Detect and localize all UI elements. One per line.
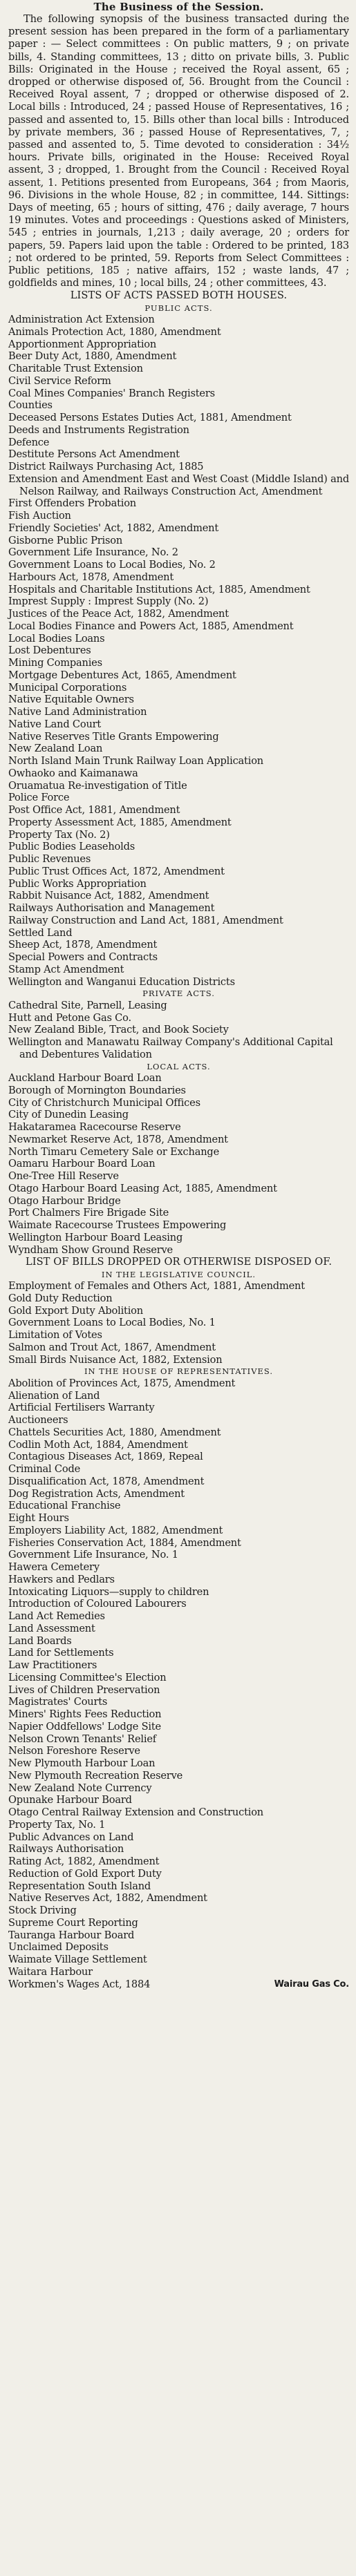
local-act-item: One-Tree Hill Reserve (8, 1170, 119, 1183)
house-bill-item: Land Act Remedies (8, 1610, 105, 1623)
local-act-item: Otago Harbour Bridge (8, 1194, 121, 1207)
public-act-item: Municipal Corporations (8, 681, 127, 694)
public-act-item: Administration Act Extension (8, 314, 155, 326)
house-bill-item: Law Practitioners (8, 1659, 97, 1672)
public-act-item: Beer Duty Act, 1880, Amendment (8, 350, 177, 363)
public-act-item: Native Land Administration (8, 706, 147, 718)
public-act-item: Charitable Trust Extension (8, 363, 143, 375)
house-bill-item: Eight Hours (8, 1512, 69, 1525)
house-bill-item: Representation South Island (8, 1880, 151, 1892)
public-act-item: New Zealand Loan (8, 743, 103, 755)
private-acts-list (8, 1000, 349, 1061)
public-act-item: Coal Mines Companies' Branch Registers (8, 387, 215, 399)
council-bill-item: Employment of Females and Others Act, 1881, Amendment (8, 1280, 305, 1292)
house-bill-item: Public Advances on Land (8, 1831, 134, 1843)
house-bill-item: Native Reserves Act, 1882, Amendment (8, 1892, 207, 1905)
house-bill-item: Codlin Moth Act, 1884, Amendment (8, 1438, 188, 1451)
public-act-item: Railways Authorisation and Management (8, 902, 215, 915)
public-act-item: Fish Auction (8, 510, 71, 522)
public-act-item: Native Land Court (8, 718, 102, 730)
public-act-item: Apportionment Appropriation (8, 338, 157, 350)
public-act-item: Friendly Societies' Act, 1882, Amendment (8, 522, 219, 534)
public-acts-list (8, 314, 349, 988)
private-acts-heading: PRIVATE ACTS. (142, 989, 215, 999)
house-bill-item: Licensing Committee's Election (8, 1671, 167, 1683)
public-act-item: Special Powers and Contracts (8, 951, 158, 964)
public-act-item: Justices of the Peace Act, 1882, Amendment (8, 608, 229, 620)
local-act-item: Newmarket Reserve Act, 1878, Amendment (8, 1133, 228, 1145)
house-bill-item: Government Life Insurance, No. 1 (8, 1549, 178, 1561)
house-bill-item: Rating Act, 1882, Amendment (8, 1855, 160, 1868)
local-acts-list (8, 1072, 349, 1256)
house-bill-item: Reduction of Gold Export Duty (8, 1867, 162, 1880)
house-bill-item: Disqualification Act, 1878, Amendment (8, 1475, 205, 1487)
public-act-item: First Offenders Probation (8, 497, 136, 510)
house-bill-item: Miners' Rights Fees Reduction (8, 1708, 162, 1721)
public-act-item: Animals Protection Act, 1880, Amendment (8, 325, 221, 338)
public-act-item: Native Equitable Owners (8, 694, 134, 706)
public-act-item: Owhaoko and Kaimanawa (8, 767, 138, 779)
public-act-item: Hospitals and Charitable Institutions Act, 1885, Amendment (8, 583, 310, 595)
house-bill-item: Hawera Cemetery (8, 1561, 100, 1574)
public-act-item: Mortgage Debentures Act, 1865, Amendment (8, 669, 236, 681)
house-bill-item: Educational Franchise (8, 1500, 121, 1512)
margin-note: Wairau Gas Co. (274, 1978, 349, 1990)
house-bill-item: Employers Liability Act, 1882, Amendment (8, 1524, 223, 1536)
house-bill-item: Napier Oddfellows' Lodge Site (8, 1720, 161, 1733)
house-bill-item: New Plymouth Harbour Loan (8, 1757, 156, 1770)
local-act-item: Wyndham Show Ground Reserve (8, 1243, 173, 1256)
public-act-item: Public Trust Offices Act, 1872, Amendment (8, 865, 225, 877)
local-act-item: City of Christchurch Municipal Offices (8, 1096, 200, 1109)
house-bill-item: Lives of Children Preservation (8, 1683, 160, 1696)
newspaper-column (0, 1, 356, 1990)
public-act-item: Civil Service Reform (8, 374, 111, 387)
public-act-item: Deeds and Instruments Registration (8, 423, 189, 436)
house-bill-item: Land Assessment (8, 1622, 95, 1634)
public-act-item: Rabbit Nuisance Act, 1882, Amendment (8, 890, 209, 902)
local-acts-heading: LOCAL ACTS. (147, 1061, 211, 1071)
house-bill-item: Land for Settlements (8, 1647, 114, 1659)
public-act-item: Sheep Act, 1878, Amendment (8, 939, 158, 951)
local-act-item: Waimate Racecourse Trustees Empowering (8, 1219, 227, 1232)
local-act-item: Otago Harbour Board Leasing Act, 1885, Amendment (8, 1182, 277, 1194)
article-headline: The Business of the Session. (93, 1, 264, 13)
public-act-item: Government Life Insurance, No. 2 (8, 546, 178, 559)
public-act-item: North Island Main Trunk Railway Loan Application (8, 755, 263, 767)
article-intro: The following synopsis of the business transacted during the present session has been prepared in the form of a parliamentary paper : — Select committees : On public matters, 9 ; on private bills, 4. Standing committees, 13 ; ditto on private bills, 3. Public Bills: Originated in the House ; received the Royal assent, 65 ; dropped or otherwise disposed of, 56. Brought from the Council : Received Royal assent, 7 ; dropped or otherwise disposed of 2. Local bills : Introduced, 24 ; passed House of Representatives, 16 ; passed and assented to, 15. Bills other than local bills : Introduced by private members, 36 ; passed House of Representatives, 7, ; passed and assented to, 5. Time devoted to consideration : 34½ hours. Private bills, originated in the House: Received Royal assent, 3 ; dropped, 1. Brought from the Council : Received Royal assent, 1. Petitions presented from Europeans, 364 ; from Maoris, 96. Divisions in the whole House, 82 ; in committee, 144. Sittings: Days of meeting, 65 ; hours of sitting, 476 ; daily average, 7 hours 19 minutes. Votes and proceedings : Questions asked of Ministers, 545 ; entries in journals, 1,213 ; daily average, 20 ; orders for papers, 59. Papers laid upon the table : Ordered to be printed, 183 ; not ordered to be printed, 59. Reports from Select Committees : Public petitions, 185 ; native affairs, 152 ; waste lands, 47 ; goldfields and mines, 10 ; local bills, 24 ; other committees, 43. (8, 13, 349, 289)
acts-passed-title: LISTS OF ACTS PASSED BOTH HOUSES. (70, 289, 288, 302)
public-act-item: Oruamatua Re-investigation of Title (8, 779, 187, 792)
house-bill-item: Nelson Foreshore Reserve (8, 1745, 140, 1757)
public-act-item: Local Bodies Loans (8, 632, 105, 645)
public-act-item: Destitute Persons Act Amendment (8, 448, 180, 461)
public-act-item: Local Bodies Finance and Powers Act, 1885, Amendment (8, 620, 294, 632)
council-bill-item: Small Birds Nuisance Act, 1882, Extension (8, 1353, 223, 1366)
local-act-item: Auckland Harbour Board Loan (8, 1072, 162, 1085)
public-act-item: Settled Land (8, 926, 73, 939)
house-bill-item: Fisheries Conservation Act, 1884, Amendment (8, 1536, 241, 1549)
house-bill-item: Intoxicating Liquors—supply to children (8, 1585, 209, 1598)
local-act-item: North Timaru Cemetery Sale or Exchange (8, 1145, 220, 1158)
public-act-item: Public Bodies Leaseholds (8, 841, 135, 853)
public-act-item: Property Tax (No. 2) (8, 828, 110, 841)
house-bill-item: Nelson Crown Tenants' Relief (8, 1733, 156, 1745)
public-act-item: Gisborne Public Prison (8, 534, 123, 546)
house-bill-item: Otago Central Railway Extension and Construction (8, 1806, 263, 1819)
public-act-item: Counties (8, 399, 53, 412)
house-bill-item: Waitara Harbour (8, 1965, 93, 1978)
house-bill-item: Dog Registration Acts, Amendment (8, 1487, 185, 1500)
council-bills-list (8, 1280, 349, 1366)
public-act-item: Extension and Amendment East and West Coast (Middle Island) and Nelson Railway, and Railways Construction Act, Amendment (8, 473, 349, 497)
public-act-item: Lost Debentures (8, 645, 91, 657)
public-act-item: Deceased Persons Estates Duties Act, 1881, Amendment (8, 412, 292, 424)
house-bill-item: Introduction of Coloured Labourers (8, 1598, 187, 1610)
council-bill-item: Salmon and Trout Act, 1867, Amendment (8, 1341, 216, 1353)
private-act-item: Hutt and Petone Gas Co. (8, 1011, 131, 1024)
public-act-item: Wellington and Wanganui Education Districts (8, 975, 235, 988)
house-bill-item: Tauranga Harbour Board (8, 1929, 135, 1941)
house-heading: IN THE HOUSE OF REPRESENTATIVES. (84, 1366, 274, 1377)
house-bill-item: Supreme Court Reporting (8, 1916, 138, 1929)
public-act-item: Property Assessment Act, 1885, Amendment (8, 816, 232, 828)
private-act-item: New Zealand Bible, Tract, and Book Society (8, 1024, 229, 1036)
house-bill-item: Hawkers and Pedlars (8, 1573, 115, 1585)
house-bill-item: Waimate Village Settlement (8, 1954, 147, 1966)
house-bill-item: Opunake Harbour Board (8, 1794, 132, 1806)
house-bill-item: Chattels Securities Act, 1880, Amendment (8, 1426, 221, 1438)
bills-dropped-title: LIST OF BILLS DROPPED OR OTHERWISE DISPOSED OF. (25, 1256, 332, 1268)
house-bill-item: Wairau Gas Co. Workmen's Wages Act, 1884 (8, 1978, 349, 1990)
council-bill-item: Government Loans to Local Bodies, No. 1 (8, 1317, 216, 1329)
public-act-item: Native Reserves Title Grants Empowering (8, 730, 219, 743)
public-act-item: Harbours Act, 1878, Amendment (8, 571, 174, 583)
house-bill-item: Unclaimed Deposits (8, 1941, 109, 1954)
public-act-item: District Railways Purchasing Act, 1885 (8, 461, 204, 473)
house-bill-item: Artificial Fertilisers Warranty (8, 1402, 155, 1414)
house-bill-item: New Plymouth Recreation Reserve (8, 1769, 183, 1782)
council-bill-item: Gold Duty Reduction (8, 1292, 113, 1304)
house-bill-item: Contagious Diseases Act, 1869, Repeal (8, 1451, 203, 1463)
local-act-item: City of Dunedin Leasing (8, 1109, 129, 1121)
public-act-item: Police Force (8, 792, 70, 804)
private-act-item: Wellington and Manawatu Railway Company's Additional Capital and Debentures Validation (8, 1036, 333, 1060)
house-bill-item: Auctioneers (8, 1414, 68, 1427)
public-act-item: Railway Construction and Land Act, 1881, Amendment (8, 914, 283, 926)
local-act-item: Borough of Mornington Boundaries (8, 1084, 186, 1096)
council-heading: IN THE LEGISLATIVE COUNCIL. (101, 1269, 256, 1279)
house-bill-item: Land Boards (8, 1634, 72, 1647)
public-acts-heading: PUBLIC ACTS. (144, 303, 213, 313)
private-act-item: Cathedral Site, Parnell, Leasing (8, 999, 167, 1011)
public-act-item: Stamp Act Amendment (8, 963, 124, 975)
house-bill-item: Magistrates' Courts (8, 1696, 108, 1708)
house-bill-item: Criminal Code (8, 1463, 81, 1476)
public-act-item: Post Office Act, 1881, Amendment (8, 804, 180, 817)
house-bill-item: Abolition of Provinces Act, 1875, Amendment (8, 1377, 236, 1389)
public-act-item: Imprest Supply : Imprest Supply (No. 2) (8, 595, 209, 608)
local-act-item: Port Chalmers Fire Brigade Site (8, 1207, 169, 1219)
public-act-item: Public Revenues (8, 853, 91, 866)
public-act-item: Government Loans to Local Bodies, No. 2 (8, 559, 216, 571)
council-bill-item: Gold Export Duty Abolition (8, 1304, 143, 1317)
local-act-item: Hakataramea Racecourse Reserve (8, 1121, 181, 1134)
house-bill-item: Railways Authorisation (8, 1843, 124, 1855)
house-bill-item: New Zealand Note Currency (8, 1782, 152, 1794)
house-bill-item: Property Tax, No. 1 (8, 1818, 106, 1831)
public-act-item: Public Works Appropriation (8, 877, 147, 890)
house-bill-item: Stock Driving (8, 1905, 77, 1917)
house-bills-list (8, 1377, 349, 1991)
public-act-item: Mining Companies (8, 657, 102, 669)
public-act-item: Defence (8, 436, 50, 448)
local-act-item: Wellington Harbour Board Leasing (8, 1231, 183, 1243)
house-bill-item: Alienation of Land (8, 1389, 100, 1402)
local-act-item: Oamaru Harbour Board Loan (8, 1158, 156, 1170)
council-bill-item: Limitation of Votes (8, 1329, 102, 1342)
